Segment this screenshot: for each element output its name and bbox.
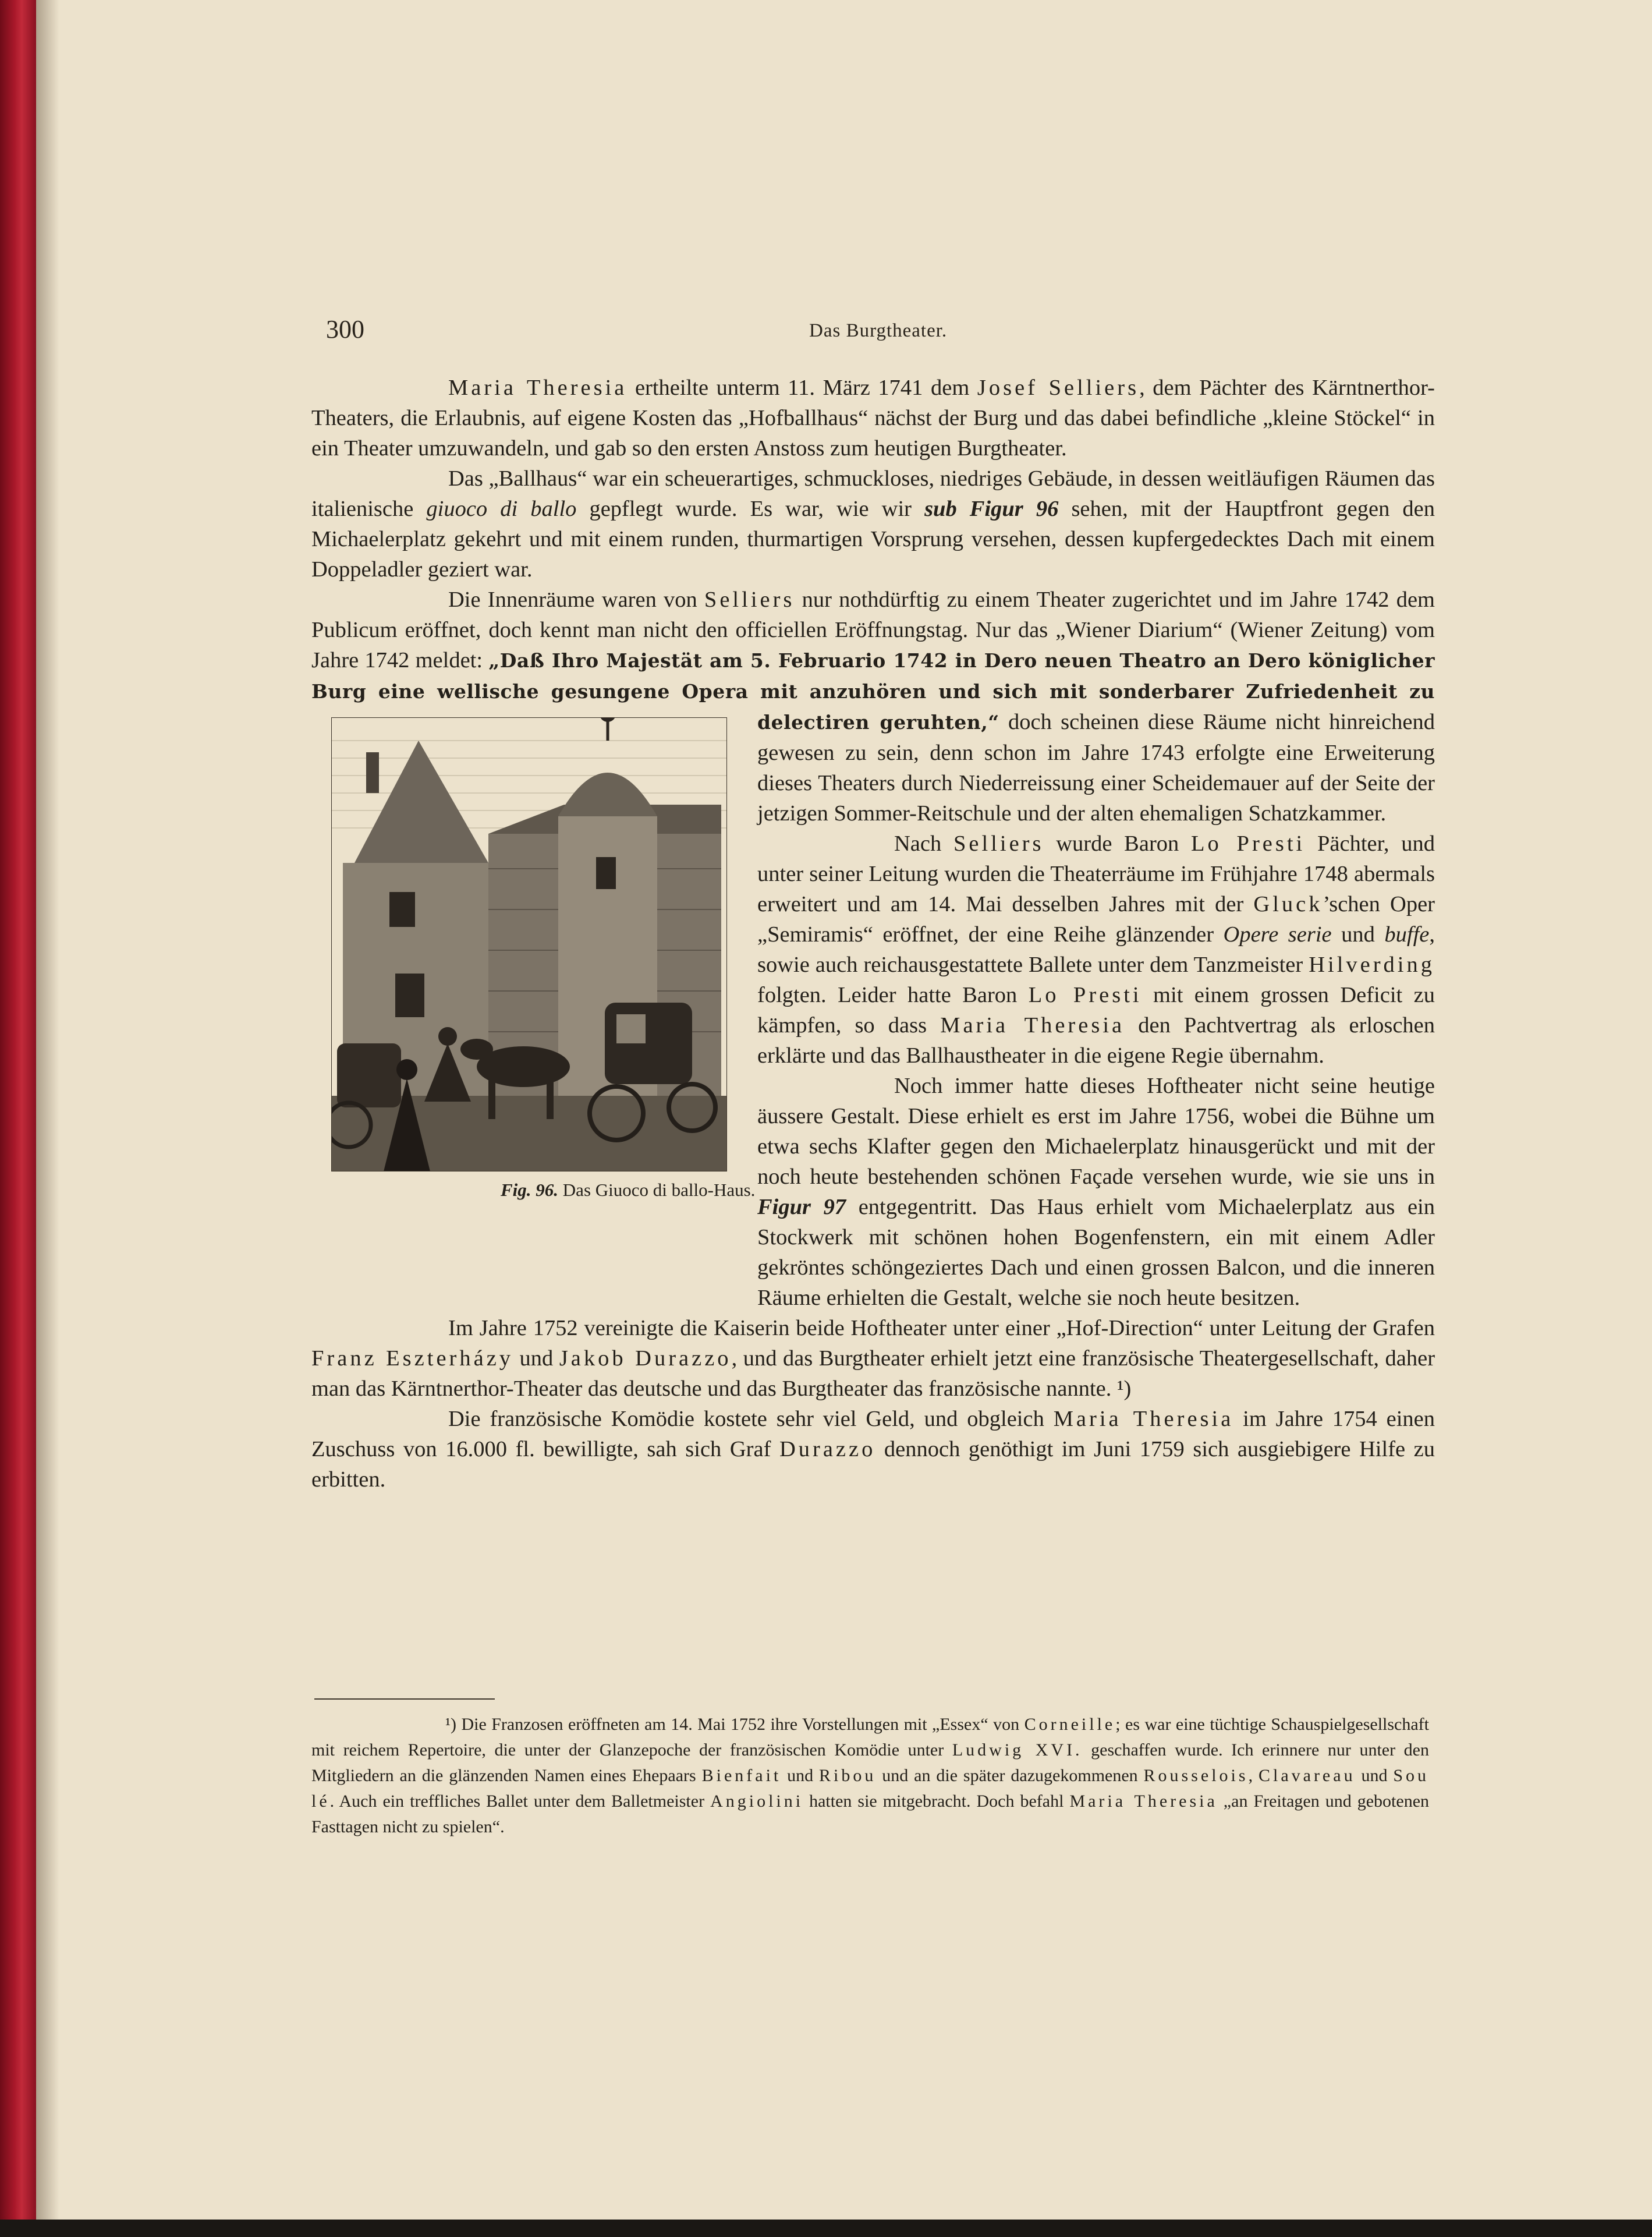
text-run: , sowie auch reichausgestattete Ballete unter dem Tanzmeister <box>757 922 1435 977</box>
text-run: Maria Theresia <box>940 1013 1125 1038</box>
text-run: und <box>513 1346 559 1371</box>
figure-caption-text: Das Giuoco di ballo-Haus. <box>562 1180 756 1200</box>
figure-96 <box>311 717 756 1300</box>
text-run: ; es war eine tüchtige Schauspielgesellschaft mit reichem Repertoire, die unter der Glanzepoche der französischen Komödie unter <box>311 1715 1429 1760</box>
paragraph <box>311 463 1435 585</box>
text-run: Durazzo <box>779 1437 876 1461</box>
text-run: Nach <box>894 831 953 856</box>
text-run: doch scheinen diese Räume nicht hinreichend gewesen zu sein, denn schon im Jahre 1743 erfolgte eine Erweiterung dieses Theaters durch Niederreissung einer Scheidemauer auf der Seite der jetzigen Sommer-Reitschule und der alten ehemaligen Schatzkammer. <box>757 710 1435 826</box>
text-run: Maria Theresia <box>1069 1792 1218 1811</box>
text-run: Selliers <box>953 831 1044 856</box>
text-run: Josef Selliers <box>977 376 1140 400</box>
text-run: geschaffen wurde. Ich erinnere nur unter den Mitgliedern an die glänzenden Namen eines Ehepaars <box>311 1740 1429 1785</box>
text-run: Die Innenräume waren von <box>448 587 704 612</box>
text-run: ¹) Die Franzosen eröffneten am 14. Mai 1752 ihre Vorstellungen mit „Essex“ von <box>445 1715 1024 1734</box>
text-run: und <box>781 1766 820 1785</box>
figure-caption-label: Fig. 96. <box>501 1180 559 1200</box>
text-run: Rousselois <box>1143 1766 1249 1785</box>
text-run: Im Jahre 1752 vereinigte die Kaiserin beide Hoftheater unter einer „Hof-Direction“ unter Leitung der Grafen <box>448 1316 1435 1340</box>
text-run: Maria Theresia <box>1053 1407 1234 1431</box>
gutter-shadow <box>36 0 59 2237</box>
text-run: hatten sie mitgebracht. Doch befahl <box>803 1792 1070 1811</box>
text-run: nur nothdürftig zu einem Theater zugerichtet und im Jahre 1742 dem Publicum eröffnet, doch kennt man nicht den officiellen Eröffnungstag. Nur das „Wiener Diarium“ (Wiener Zeitung) vom Jahre 1742 meldet: <box>311 587 1435 672</box>
page-bottom-edge <box>0 2220 1652 2237</box>
text-run: , dem Pächter des Kärntnerthor-Theaters, die Erlaubnis, auf eigene Kosten das „Hofballhaus“ nächst der Burg und das dabei befindliche „kleine Stöckel“ in ein Theater umzuwandeln, und gab so den ersten Anstoss zum heutigen Burgtheater. <box>311 376 1435 461</box>
text-run: Jakob Durazzo <box>559 1346 732 1371</box>
text-run: mit einem grossen Deficit zu kämpfen, so dass <box>757 983 1435 1038</box>
text-run: „an Freitagen und gebotenen Fasttagen nicht zu spielen“. <box>311 1792 1430 1836</box>
text-run: Lo Presti <box>1191 831 1306 856</box>
text-run: , <box>1248 1766 1259 1785</box>
text-run: Corneille <box>1024 1715 1116 1734</box>
paragraph <box>311 1313 1435 1404</box>
text-run: . Auch ein treffliches Ballet unter dem Balletmeister <box>329 1792 711 1811</box>
text-run: Die französische Komödie kostete sehr viel Geld, und obgleich <box>448 1407 1054 1431</box>
text-run: Clavareau <box>1258 1766 1356 1785</box>
text-run: Franz Eszterházy <box>311 1346 514 1371</box>
text-run: ertheilte unterm 11. März 1741 dem <box>627 376 977 400</box>
footnote-text <box>311 1712 1429 1840</box>
text-run: buffe <box>1384 922 1430 947</box>
text-run: Pächter, und unter seiner Leitung wurden die Theaterräume im Frühjahre 1748 abermals erweitert und am 14. Mai desselben Jahres mit der <box>757 831 1435 916</box>
text-run: Bienfait <box>701 1766 782 1785</box>
figure-caption <box>364 1175 755 1205</box>
text-run: folgten. Leider hatte Baron <box>757 983 1029 1007</box>
text-run: und an die später dazugekommenen <box>876 1766 1144 1785</box>
page-header <box>326 314 1432 349</box>
paragraph <box>311 373 1435 463</box>
text-run: „Daß Ihro Majestät am 5. Februario 1742 in Dero neuen Theatro an Dero königlicher Burg eine wellische gesungene Opera mit anzuhören und sich mit sonderbarer Zufriedenheit zu delectiren geruhten,“ <box>311 649 1435 734</box>
text-run: Sou lé <box>311 1766 1430 1811</box>
text-run: Opere serie <box>1223 922 1332 947</box>
text-run: Das „Ballhaus“ war ein scheuerartiges, schmuckloses, niedriges Gebäude, in dessen weitläufigen Räumen das italienische <box>311 466 1435 521</box>
text-run: giuoco di ballo <box>426 497 577 521</box>
running-head: Das Burgtheater. <box>809 320 948 341</box>
text-run: dennoch genöthigt im Juni 1759 sich ausgiebigere Hilfe zu erbitten. <box>311 1437 1435 1492</box>
text-run: und <box>1355 1766 1394 1785</box>
text-run: wurde Baron <box>1044 831 1192 856</box>
text-run: Selliers <box>704 587 795 612</box>
text-run: ’schen Oper „Semiramis“ eröffnet, der eine Reihe glänzender <box>757 892 1435 947</box>
text-run: Hilverding <box>1309 953 1435 977</box>
footnote-rule <box>314 1698 495 1700</box>
text-run: Ribou <box>819 1766 877 1785</box>
text-run: Angiolini <box>710 1792 804 1811</box>
body-text <box>311 373 1435 1495</box>
text-run: entgegentritt. Das Haus erhielt vom Michaelerplatz aus ein Stockwerk mit schönen hohen Bogenfenstern, ein mit einem Adler gekröntes schöngeziertes Dach und einen grossen Balcon, und die inneren Räume erhielten die Gestalt, welche sie noch heute besitzen. <box>757 1195 1435 1310</box>
engraving-illustration <box>331 717 727 1171</box>
text-run: im Jahre 1754 einen Zuschuss von 16.000 fl. bewilligte, sah sich Graf <box>311 1407 1435 1461</box>
text-run: Lo Presti <box>1028 983 1142 1007</box>
text-run: Ludwig XVI. <box>952 1740 1083 1760</box>
text-run: den Pachtvertrag als erloschen erklärte und das Ballhaustheater in die eigene Regie übernahm. <box>757 1013 1435 1068</box>
text-run: Gluck <box>1253 892 1323 916</box>
text-run: sehen, mit der Hauptfront gegen den Michaelerplatz gekehrt und mit einem runden, thurmartigen Vorsprung versehen, dessen kupfergedecktes Dach mit einem Doppeladler geziert war. <box>311 497 1435 582</box>
text-run: gepflegt wurde. Es war, wie wir <box>576 497 925 521</box>
paragraph <box>311 1404 1435 1495</box>
page-number: 300 <box>326 315 364 344</box>
text-run: Noch immer hatte dieses Hoftheater nicht seine heutige äussere Gestalt. Diese erhielt es erst im Jahre 1756, wobei die Bühne um etwa sechs Klafter gegen den Michaelerplatz hinausgerückt und mit der noch heute bestehenden schönen Façade versehen wurde, wie sie uns in <box>757 1074 1435 1189</box>
text-run: sub Figur 96 <box>924 497 1059 521</box>
text-run: und <box>1331 922 1385 947</box>
text-run: Figur 97 <box>757 1195 846 1219</box>
text-run: Maria Theresia <box>448 376 628 400</box>
red-book-binding <box>0 0 36 2237</box>
footnote <box>311 1712 1429 1840</box>
text-run: , und das Burgtheater erhielt jetzt eine französische Theatergesellschaft, daher man das Kärntnerthor-Theater das deutsche und das Burgtheater das französische nannte. ¹) <box>311 1346 1435 1401</box>
